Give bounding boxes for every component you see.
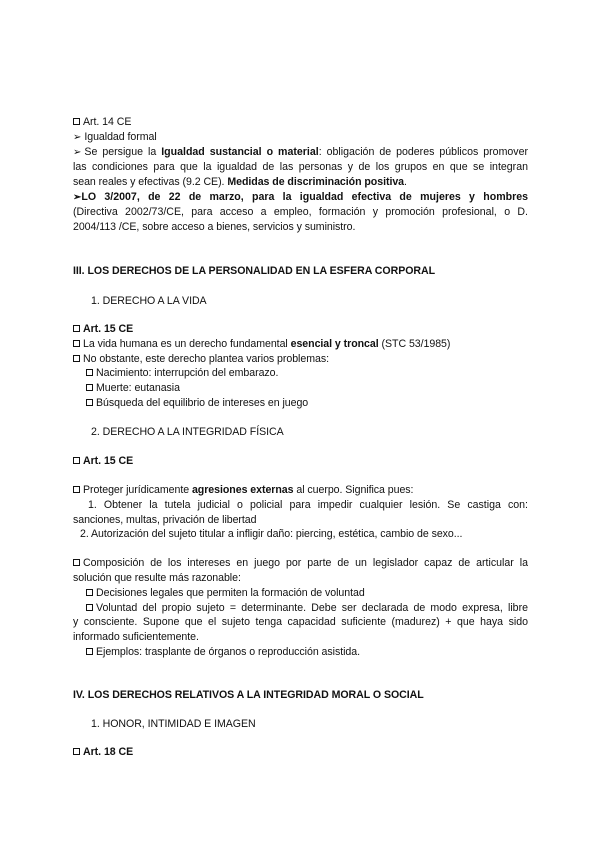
checkbox-bullet-icon (86, 589, 93, 596)
vida-humana-line: La vida humana es un derecho fundamental esencial y troncal (STC 53/1985) (73, 337, 450, 351)
checkbox-bullet-icon (73, 355, 80, 362)
proteger-line: Proteger jurídicamente agresiones externas al cuerpo. Significa pues: (73, 483, 413, 497)
ejemplos-line: Ejemplos: trasplante de órganos o reproducción asistida. (86, 645, 360, 659)
checkbox-bullet-icon (86, 604, 93, 611)
autorizacion-line: 2. Autorización del sujeto titular a infligir daño: piercing, estética, cambio de sexo... (80, 528, 463, 540)
igualdad-formal-line: ➢ Igualdad formal (73, 131, 157, 143)
checkbox-bullet-icon (73, 559, 80, 566)
checkbox-bullet-icon (86, 648, 93, 655)
tutela-line1: 1. Obtener la tutela judicial o policial para impedir cualquier lesión. Se castiga con: (88, 499, 528, 511)
voluntad-line1: Voluntad del propio sujeto = determinante. Debe ser declarada de modo expresa, libre (86, 601, 528, 615)
arrow-bullet-icon: ➢ (73, 147, 82, 158)
composicion-line1: Composición de los intereses en juego por parte de un legislador capaz de articular la (73, 556, 528, 570)
arrow-bullet-icon: ➢ (73, 132, 82, 143)
art15-line-b: Art. 15 CE (73, 454, 133, 468)
section-iv-title: IV. LOS DERECHOS RELATIVOS A LA INTEGRIDAD MORAL O SOCIAL (73, 689, 424, 701)
checkbox-bullet-icon (73, 486, 80, 493)
decisiones-line: Decisiones legales que permiten la formación de voluntad (86, 586, 365, 600)
sub-muerte: Muerte: eutanasia (86, 381, 180, 395)
igualdad-sustancial-line2: las condiciones para que la igualdad de las personas y de los grupos en que se integran (73, 161, 528, 173)
checkbox-bullet-icon (86, 369, 93, 376)
checkbox-bullet-icon (73, 340, 80, 347)
no-obstante-line: No obstante, este derecho plantea varios problemas: (73, 352, 329, 366)
igualdad-sustancial-line1: ➢ Se persigue la Igualdad sustancial o material: obligación de poderes públicos promover (73, 146, 528, 158)
integridad-fisica-heading: 2. DERECHO A LA INTEGRIDAD FÍSICA (91, 426, 284, 438)
tutela-line2: sanciones, multas, privación de libertad (73, 514, 257, 526)
igualdad-sustancial-line3: sean reales y efectivas (9.2 CE). Medidas de discriminación positiva. (73, 176, 407, 188)
voluntad-line3: informado suficientemente. (73, 631, 199, 643)
checkbox-bullet-icon (73, 457, 80, 464)
art15-line-a: Art. 15 CE (73, 322, 133, 336)
art18-line: Art. 18 CE (73, 745, 133, 759)
lo-2007-line1: ➢LO 3/2007, de 22 de marzo, para la igualdad efectiva de mujeres y hombres (73, 191, 528, 203)
voluntad-line2: y consciente. Supone que el sujeto tenga capacidad suficiente (madurez) + que haya sido (73, 616, 528, 628)
derecho-vida-heading: 1. DERECHO A LA VIDA (91, 295, 207, 307)
sub-equilibrio: Búsqueda del equilibrio de intereses en juego (86, 396, 308, 410)
checkbox-bullet-icon (73, 118, 80, 125)
art14-line: Art. 14 CE (73, 115, 131, 129)
checkbox-bullet-icon (86, 384, 93, 391)
checkbox-bullet-icon (73, 748, 80, 755)
sub-nacimiento: Nacimiento: interrupción del embarazo. (86, 366, 278, 380)
checkbox-bullet-icon (73, 325, 80, 332)
checkbox-bullet-icon (86, 399, 93, 406)
honor-heading: 1. HONOR, INTIMIDAD E IMAGEN (91, 718, 256, 730)
composicion-line2: solución que resulte más razonable: (73, 572, 241, 584)
lo-2007-line3: 2004/113 /CE, sobre acceso a bienes, servicios y suministro. (73, 221, 356, 233)
arrow-bullet-icon: ➢ (73, 192, 82, 203)
section-iii-title: III. LOS DERECHOS DE LA PERSONALIDAD EN LA ESFERA CORPORAL (73, 265, 436, 277)
lo-2007-line2: (Directiva 2002/73/CE, para acceso a empleo, formación y promoción profesional, o D. (73, 206, 528, 218)
